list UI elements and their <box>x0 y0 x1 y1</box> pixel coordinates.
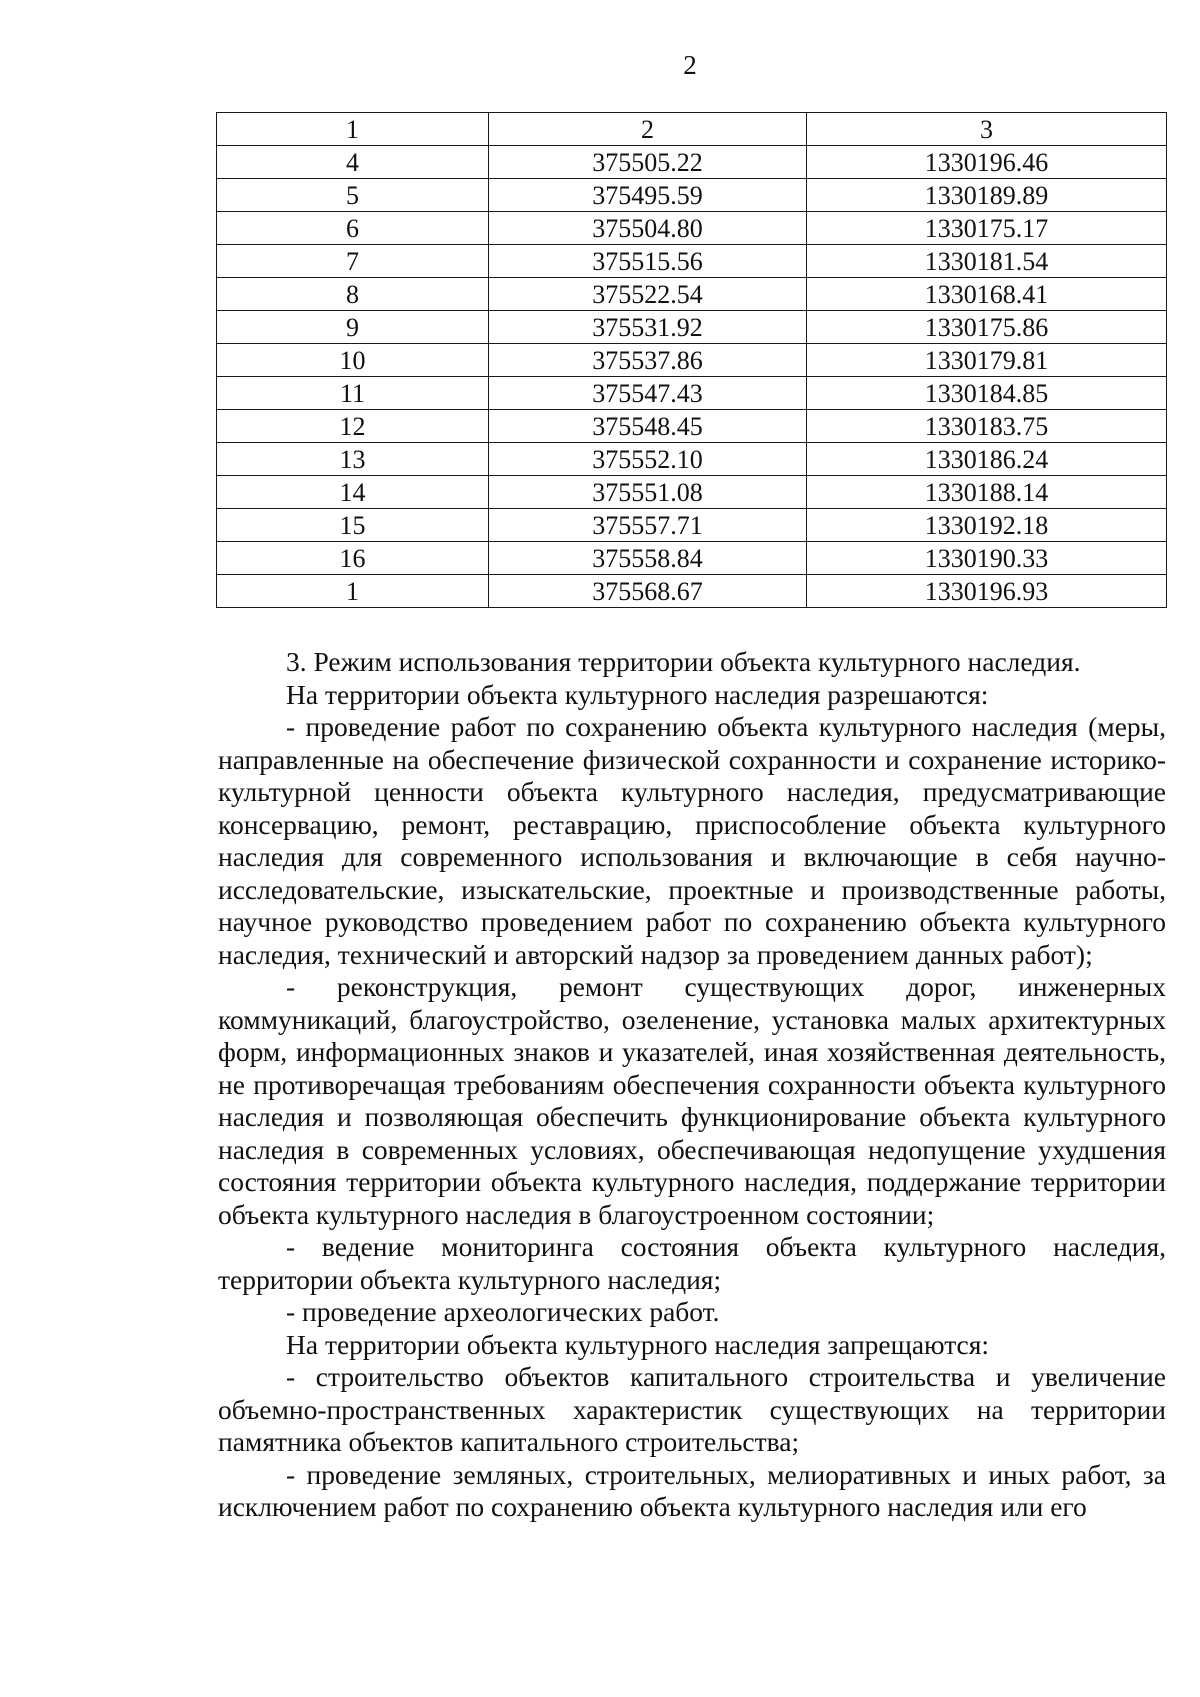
y-coordinate-cell: 1330196.93 <box>807 575 1167 608</box>
table-row <box>217 212 1167 245</box>
table-row <box>217 575 1167 608</box>
y-coordinate-cell: 1330175.86 <box>807 311 1167 344</box>
paragraph-prohibited-2: - проведение земляных, строительных, мелиоративных и иных работ, за исключением работ по сохранению объекта культурного наследия или его <box>218 1458 1166 1522</box>
table-header-row <box>217 113 1167 146</box>
point-number-cell: 9 <box>217 311 489 344</box>
paragraph-permitted-1: - проведение работ по сохранению объекта культурного наследия (меры, направленные на обеспечение физической сохранности и сохранение историко-культурной ценности объекта культурного наследия, предусматривающие консервацию, ремонт, реставрацию, приспособление объекта культурного наследия для современного использования и включающие в себя научно-исследовательские, изыскательские, проектные и производственные работы, научное руководство проведением работ по сохранению объекта культурного наследия, технический и авторский надзор за проведением данных работ); <box>218 711 1166 970</box>
y-coordinate-cell: 1330192.18 <box>807 509 1167 542</box>
paragraph-permitted-intro: На территории объекта культурного наследия разрешаются: <box>286 678 989 710</box>
point-number-cell: 15 <box>217 509 489 542</box>
y-coordinate-cell: 1330168.41 <box>807 278 1167 311</box>
y-coordinate-cell: 1330189.89 <box>807 179 1167 212</box>
table-row <box>217 410 1167 443</box>
point-number-cell: 10 <box>217 344 489 377</box>
coordinates-table-body <box>217 113 1167 608</box>
y-coordinate-cell: 1330175.17 <box>807 212 1167 245</box>
x-coordinate-cell: 375495.59 <box>489 179 807 212</box>
x-coordinate-cell: 375505.22 <box>489 146 807 179</box>
x-coordinate-cell: 375504.80 <box>489 212 807 245</box>
coordinates-table <box>216 112 1167 608</box>
paragraph-permitted-3: - ведение мониторинга состояния объекта культурного наследия, территории объекта культурного наследия; <box>218 1231 1166 1295</box>
point-number-cell: 11 <box>217 377 489 410</box>
header-cell-3: 3 <box>807 113 1167 146</box>
y-coordinate-cell: 1330186.24 <box>807 443 1167 476</box>
x-coordinate-cell: 375547.43 <box>489 377 807 410</box>
table-row <box>217 278 1167 311</box>
x-coordinate-cell: 375522.54 <box>489 278 807 311</box>
y-coordinate-cell: 1330181.54 <box>807 245 1167 278</box>
table-row <box>217 344 1167 377</box>
paragraph-prohibited-1: - строительство объектов капитального строительства и увеличение объемно-пространственных характеристик существующих на территории памятника объектов капитального строительства; <box>218 1361 1166 1457</box>
y-coordinate-cell: 1330179.81 <box>807 344 1167 377</box>
table-row <box>217 179 1167 212</box>
body-text <box>218 646 1166 1524</box>
point-number-cell: 1 <box>217 575 489 608</box>
x-coordinate-cell: 375558.84 <box>489 542 807 575</box>
x-coordinate-cell: 375515.56 <box>489 245 807 278</box>
paragraph-permitted-2: - реконструкция, ремонт существующих дорог, инженерных коммуникаций, благоустройство, озеленение, установка малых архитектурных форм, информационных знаков и указателей, иная хозяйственная деятельность, не противоречащая требованиям обеспечения сохранности объекта культурного наследия и позволяющая обеспечить функционирование объекта культурного наследия в современных условиях, обеспечивающая недопущение ухудшения состояния территории объекта культурного наследия, поддержание территории объекта культурного наследия в благоустроенном состоянии; <box>218 971 1166 1230</box>
section-heading: 3. Режим использования территории объекта культурного наследия. <box>286 646 1081 677</box>
table-row <box>217 542 1167 575</box>
y-coordinate-cell: 1330184.85 <box>807 377 1167 410</box>
point-number-cell: 7 <box>217 245 489 278</box>
paragraph-prohibited-intro: На территории объекта культурного наследия запрещаются: <box>286 1328 990 1360</box>
point-number-cell: 16 <box>217 542 489 575</box>
point-number-cell: 4 <box>217 146 489 179</box>
x-coordinate-cell: 375568.67 <box>489 575 807 608</box>
x-coordinate-cell: 375531.92 <box>489 311 807 344</box>
point-number-cell: 12 <box>217 410 489 443</box>
table-row <box>217 377 1167 410</box>
y-coordinate-cell: 1330183.75 <box>807 410 1167 443</box>
page-number: 2 <box>683 50 697 80</box>
y-coordinate-cell: 1330196.46 <box>807 146 1167 179</box>
table-row <box>217 245 1167 278</box>
point-number-cell: 5 <box>217 179 489 212</box>
x-coordinate-cell: 375551.08 <box>489 476 807 509</box>
y-coordinate-cell: 1330190.33 <box>807 542 1167 575</box>
table-row <box>217 476 1167 509</box>
header-cell-1: 1 <box>217 113 489 146</box>
point-number-cell: 6 <box>217 212 489 245</box>
header-cell-2: 2 <box>489 113 807 146</box>
table-row <box>217 509 1167 542</box>
point-number-cell: 13 <box>217 443 489 476</box>
point-number-cell: 14 <box>217 476 489 509</box>
x-coordinate-cell: 375557.71 <box>489 509 807 542</box>
y-coordinate-cell: 1330188.14 <box>807 476 1167 509</box>
table-row <box>217 443 1167 476</box>
table-row <box>217 311 1167 344</box>
paragraph-permitted-4: - проведение археологических работ. <box>286 1296 720 1327</box>
table-row <box>217 146 1167 179</box>
point-number-cell: 8 <box>217 278 489 311</box>
x-coordinate-cell: 375537.86 <box>489 344 807 377</box>
x-coordinate-cell: 375548.45 <box>489 410 807 443</box>
x-coordinate-cell: 375552.10 <box>489 443 807 476</box>
